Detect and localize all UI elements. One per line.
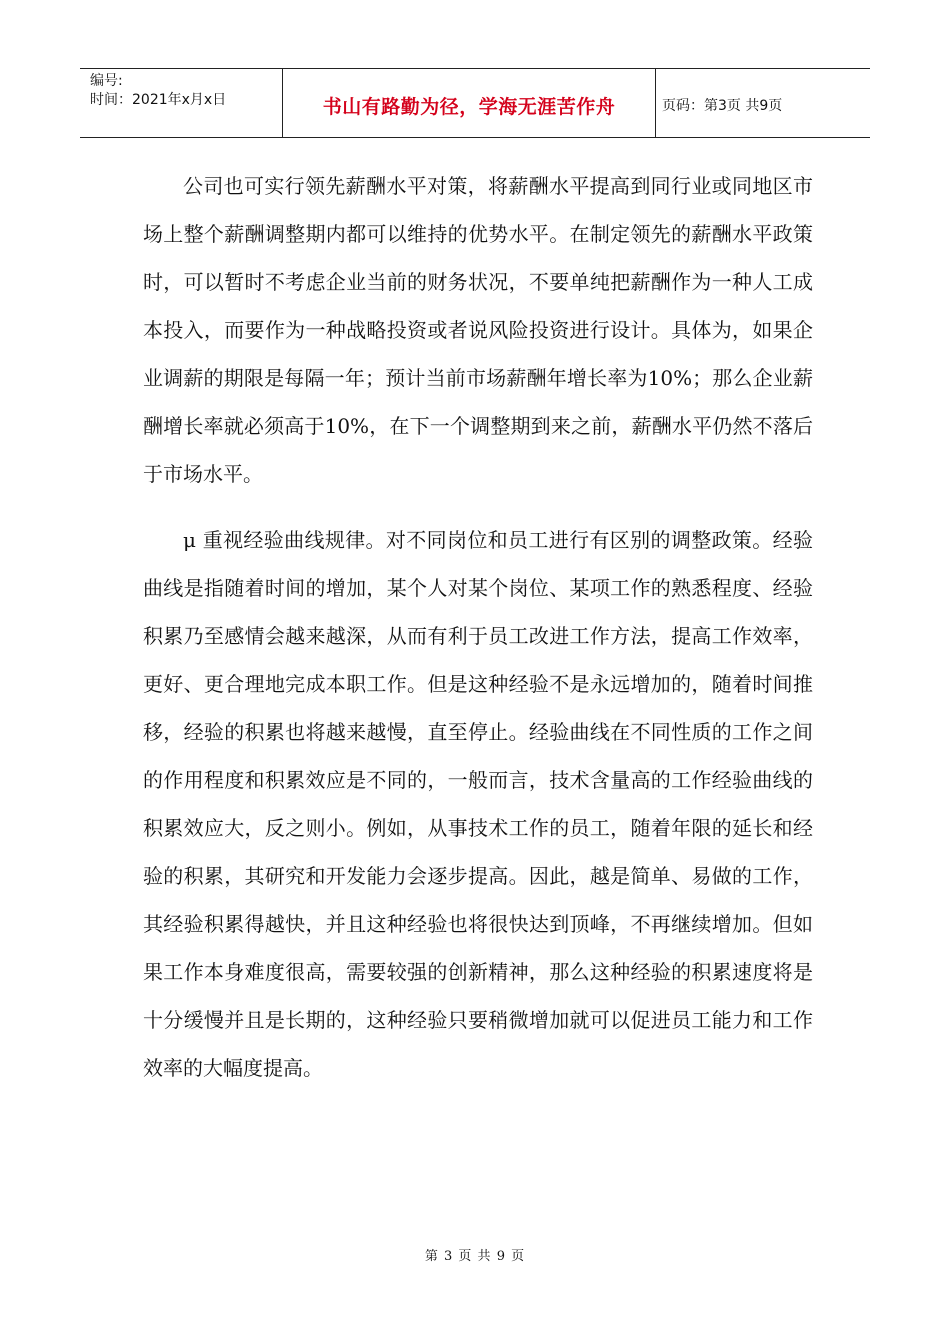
paragraph-experience-curve: μ 重视经验曲线规律。对不同岗位和员工进行有区别的调整政策。经验曲线是指随着时间的增加，某个人对某个岗位、某项工作的熟悉程度、经验积累乃至感情会越来越深，从而有利于员工改进工作方法，提高工作效率，更好、更合理地完成本职工作。但是这种经验不是永远增加的，随着时间推移，经验的积累也将越来越慢，直至停止。经验曲线在不同性质的工作之间的作用程度和积累效应是不同的，一般而言，技术含量高的工作经验曲线的积累效应大，反之则小。例如，从事技术工作的员工，随着年限的延长和经验的积累，其研究和开发能力会逐步提高。因此，越是简单、易做的工作，其经验积累得越快，并且这种经验也将很快达到顶峰，不再继续增加。但如果工作本身难度很高，需要较强的创新精神，那么这种经验的积累速度将是十分缓慢并且是长期的，这种经验只要稍微增加就可以促进员工能力和工作效率的大幅度提高。 <box>143 528 813 1080</box>
page-footer <box>0 1245 950 1264</box>
time-label: 时间：2021年x月x日 <box>90 92 227 108</box>
header-page-cell <box>656 69 870 137</box>
page-code: 页码：第3页 共9页 <box>662 98 783 114</box>
motto-text: 书山有路勤为径，学海无涯苦作舟 <box>322 95 616 118</box>
header-motto-cell <box>283 69 656 137</box>
page-indicator: 第 3 页 共 9 页 <box>424 1249 526 1264</box>
paragraph-leading-salary: 公司也可实行领先薪酬水平对策，将薪酬水平提高到同行业或同地区市场上整个薪酬调整期内都可以维持的优势水平。在制定领先的薪酬水平政策时，可以暂时不考虑企业当前的财务状况，不要单纯把薪酬作为一种人工成本投入，而要作为一种战略投资或者说风险投资进行设计。具体为，如果企业调薪的期限是每隔一年；预计当前市场薪酬年增长率为10%；那么企业薪酬增长率就必须高于10%，在下一个调整期到来之前，薪酬水平仍然不落后于市场水平。 <box>143 174 813 486</box>
doc-number-label: 编号: <box>90 73 123 89</box>
page-header <box>80 68 870 138</box>
document-body <box>143 162 813 1092</box>
header-meta-cell <box>80 69 283 137</box>
